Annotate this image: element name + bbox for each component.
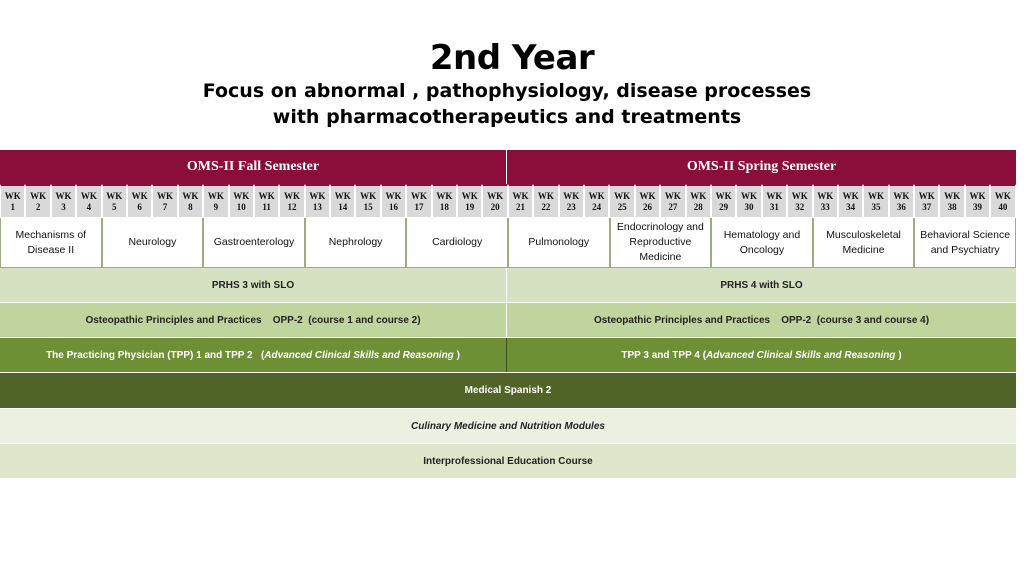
tpp-spring — [507, 338, 1016, 372]
week-number: 22 — [541, 201, 551, 212]
week-number: 34 — [846, 201, 856, 212]
course-name: Cardiology — [432, 236, 483, 248]
tpp-spring-italic: Advanced Clinical Skills and Reasoning — [706, 349, 896, 361]
week-number: 2 — [35, 201, 41, 212]
week-cell — [102, 184, 127, 218]
culinary-row — [0, 409, 1016, 444]
week-cell — [51, 184, 76, 218]
week-number: 32 — [795, 201, 805, 212]
week-number: 19 — [465, 201, 475, 212]
week-prefix: WK — [588, 190, 605, 201]
week-cell — [25, 184, 50, 218]
week-prefix: WK — [30, 190, 47, 201]
week-cell — [965, 184, 990, 218]
ipe-row — [0, 444, 1016, 479]
week-cell — [863, 184, 888, 218]
week-cell — [279, 184, 304, 218]
week-cell — [152, 184, 177, 218]
tpp-spring-text: TPP 3 and TPP 4 ( — [621, 349, 707, 361]
spanish-row — [0, 373, 1016, 409]
week-number: 20 — [490, 201, 500, 212]
week-prefix: WK — [436, 190, 453, 201]
tpp-fall-text: The Practicing Physician (TPP) 1 and TPP 2 ( — [46, 349, 265, 361]
week-cell — [889, 184, 914, 218]
week-cell — [508, 184, 533, 218]
week-cell — [432, 184, 457, 218]
interprofessional-education: Interprofessional Education Course — [0, 444, 1016, 478]
course-name: Hematology and Oncology — [723, 228, 801, 256]
week-number: 30 — [744, 201, 754, 212]
week-cell — [914, 184, 939, 218]
week-cell — [305, 184, 330, 218]
tpp-fall — [0, 338, 507, 372]
medical-spanish: Medical Spanish 2 — [0, 373, 1016, 408]
week-cell — [330, 184, 355, 218]
week-prefix: WK — [410, 190, 427, 201]
course-block — [102, 218, 204, 268]
week-prefix: WK — [233, 190, 250, 201]
course-row — [0, 218, 1016, 268]
week-number: 25 — [617, 201, 627, 212]
spring-semester-header: OMS-II Spring Semester — [507, 150, 1016, 184]
week-cell — [762, 184, 787, 218]
week-number: 17 — [414, 201, 424, 212]
page-title: 2nd Year — [429, 38, 595, 78]
week-cell — [635, 184, 660, 218]
week-cell — [559, 184, 584, 218]
week-number: 39 — [973, 201, 983, 212]
week-number: 9 — [213, 201, 219, 212]
week-cell — [990, 184, 1015, 218]
week-prefix: WK — [969, 190, 986, 201]
opp-spring: Osteopathic Principles and Practices OPP-2 (course 3 and course 4) — [507, 303, 1016, 337]
week-number: 28 — [693, 201, 703, 212]
week-cell — [736, 184, 761, 218]
week-prefix: WK — [639, 190, 656, 201]
week-cell — [229, 184, 254, 218]
week-number: 38 — [947, 201, 957, 212]
week-cell — [609, 184, 634, 218]
week-prefix: WK — [944, 190, 961, 201]
course-name: Mechanisms of Disease II — [15, 228, 87, 256]
week-number: 15 — [363, 201, 373, 212]
week-prefix: WK — [867, 190, 884, 201]
week-cell — [381, 184, 406, 218]
week-number: 3 — [61, 201, 66, 212]
week-cell — [0, 184, 25, 218]
week-number: 35 — [871, 201, 881, 212]
week-cell — [686, 184, 711, 218]
week-prefix: WK — [55, 190, 72, 201]
week-cell — [457, 184, 482, 218]
week-prefix: WK — [309, 190, 326, 201]
week-cell — [838, 184, 863, 218]
prhs-row — [0, 268, 1016, 303]
week-cell — [939, 184, 964, 218]
week-prefix: WK — [4, 190, 21, 201]
week-number: 27 — [668, 201, 678, 212]
course-name: Behavioral Science and Psychiatry — [920, 228, 1011, 256]
week-number: 12 — [287, 201, 297, 212]
course-block — [610, 218, 712, 268]
week-number: 1 — [10, 201, 15, 212]
week-cell — [533, 184, 558, 218]
course-block — [813, 218, 915, 268]
week-prefix: WK — [334, 190, 351, 201]
week-prefix: WK — [994, 190, 1011, 201]
tpp-spring-end: ) — [895, 349, 902, 361]
week-number: 26 — [642, 201, 652, 212]
week-number: 31 — [769, 201, 779, 212]
week-cell — [406, 184, 431, 218]
course-block — [711, 218, 813, 268]
tpp-row — [0, 338, 1016, 373]
course-block — [508, 218, 610, 268]
week-cell — [355, 184, 380, 218]
week-cell — [813, 184, 838, 218]
week-number: 23 — [566, 201, 576, 212]
week-cell — [787, 184, 812, 218]
week-prefix: WK — [106, 190, 123, 201]
course-name: Endocrinology and Reproductive Medicine — [616, 221, 704, 263]
course-name: Nephrology — [328, 236, 383, 248]
week-number: 10 — [236, 201, 246, 212]
week-number: 29 — [719, 201, 729, 212]
prhs-fall: PRHS 3 with SLO — [0, 268, 507, 302]
week-number: 40 — [998, 201, 1008, 212]
week-cell — [127, 184, 152, 218]
course-name: Musculoskeletal Medicine — [826, 228, 901, 256]
week-prefix: WK — [157, 190, 174, 201]
week-prefix: WK — [537, 190, 554, 201]
week-cell — [584, 184, 609, 218]
week-number: 5 — [112, 201, 117, 212]
week-prefix: WK — [715, 190, 732, 201]
week-number: 21 — [516, 201, 525, 212]
week-prefix: WK — [893, 190, 910, 201]
week-cell — [482, 184, 507, 218]
opp-row — [0, 303, 1016, 338]
week-cell — [178, 184, 203, 218]
curriculum-grid — [0, 150, 1016, 479]
week-prefix: WK — [258, 190, 275, 201]
week-number: 4 — [86, 201, 92, 212]
week-number: 24 — [592, 201, 602, 212]
week-prefix: WK — [131, 190, 148, 201]
tpp-fall-italic: Advanced Clinical Skills and Reasoning — [264, 349, 454, 361]
opp-fall: Osteopathic Principles and Practices OPP-2 (course 1 and course 2) — [0, 303, 507, 337]
course-name: Pulmonology — [528, 236, 590, 248]
week-prefix: WK — [664, 190, 681, 201]
tpp-fall-end: ) — [453, 349, 460, 361]
week-cell — [254, 184, 279, 218]
week-prefix: WK — [385, 190, 402, 201]
course-block — [203, 218, 305, 268]
week-prefix: WK — [817, 190, 834, 201]
week-number: 37 — [922, 201, 932, 212]
week-number: 18 — [439, 201, 449, 212]
semester-header-row — [0, 150, 1016, 184]
course-block — [0, 218, 102, 268]
subtitle-line-2: with pharmacotherapeutics and treatments — [272, 106, 742, 128]
week-prefix: WK — [741, 190, 758, 201]
week-prefix: WK — [614, 190, 631, 201]
week-cell — [76, 184, 101, 218]
week-prefix: WK — [487, 190, 504, 201]
week-prefix: WK — [842, 190, 859, 201]
week-cell — [711, 184, 736, 218]
week-prefix: WK — [690, 190, 707, 201]
course-name: Neurology — [128, 236, 177, 248]
course-block — [914, 218, 1016, 268]
week-cell — [203, 184, 228, 218]
week-number: 11 — [262, 201, 271, 212]
week-cell — [660, 184, 685, 218]
week-prefix: WK — [563, 190, 580, 201]
week-number: 16 — [389, 201, 399, 212]
prhs-spring: PRHS 4 with SLO — [507, 268, 1016, 302]
week-prefix: WK — [918, 190, 935, 201]
course-block — [406, 218, 508, 268]
week-prefix: WK — [207, 190, 224, 201]
week-prefix: WK — [512, 190, 529, 201]
week-prefix: WK — [461, 190, 478, 201]
week-number-row — [0, 184, 1016, 218]
week-prefix: WK — [283, 190, 300, 201]
subtitle-line-1: Focus on abnormal , pathophysiology, disease processes — [202, 80, 812, 102]
week-number: 7 — [162, 201, 168, 212]
fall-semester-header: OMS-II Fall Semester — [0, 150, 507, 184]
week-number: 36 — [896, 201, 906, 212]
week-number: 8 — [188, 201, 193, 212]
week-number: 33 — [820, 201, 830, 212]
week-prefix: WK — [766, 190, 783, 201]
week-prefix: WK — [791, 190, 808, 201]
culinary-medicine: Culinary Medicine and Nutrition Modules — [0, 409, 1016, 443]
week-number: 13 — [312, 201, 322, 212]
week-number: 6 — [137, 201, 142, 212]
week-prefix: WK — [182, 190, 199, 201]
week-prefix: WK — [80, 190, 97, 201]
week-number: 14 — [338, 201, 348, 212]
course-name: Gastroenterology — [213, 236, 295, 248]
course-block — [305, 218, 407, 268]
week-prefix: WK — [360, 190, 377, 201]
